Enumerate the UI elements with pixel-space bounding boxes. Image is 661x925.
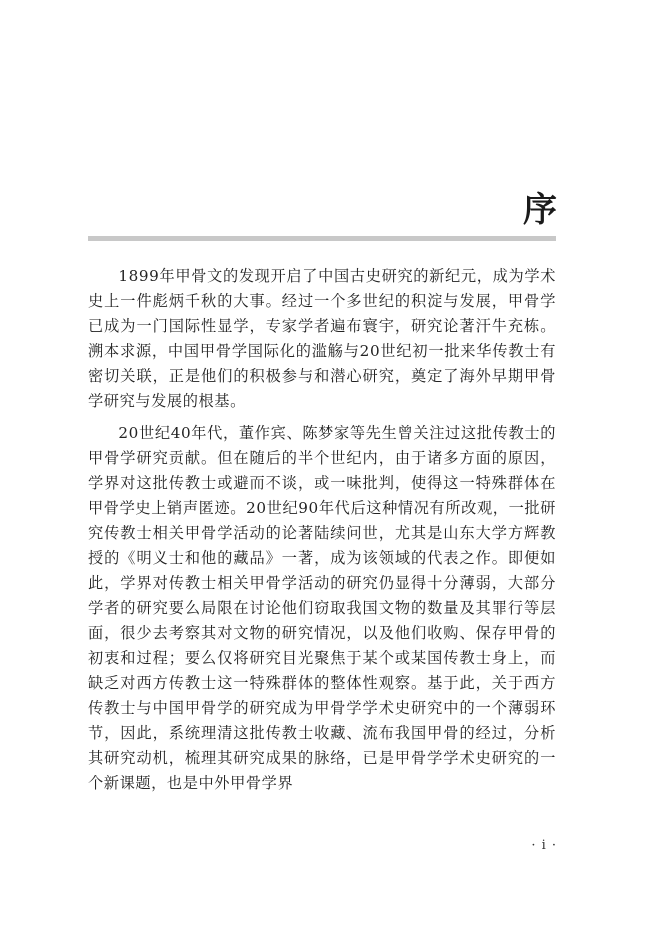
paragraph-2: 20世纪40年代，董作宾、陈梦家等先生曾关注过这批传教士的甲骨学研究贡献。但在随后的半个世纪内，由于诸多方面的原因，学界对这批传教士或避而不谈，或一味批判，使得这一特殊群体在甲骨学史上销声匿迹。20世纪90年代后这种情况有所改观，一批研究传教士相关甲骨学活动的论著陆续问世，尤其是山东大学方辉教授的《明义士和他的藏品》一著，成为该领域的代表之作。即便如此，学界对传教士相关甲骨学活动的研究仍显得十分薄弱，大部分学者的研究要么局限在讨论他们窃取我国文物的数量及其罪行等层面，很少去考察其对文物的研究情况，以及他们收购、保存甲骨的初衷和过程；要么仅将研究目光聚焦于某个或某国传教士身上，而缺乏对西方传教士这一特殊群体的整体性观察。基于此，关于西方传教士与中国甲骨学的研究成为甲骨学学术史研究中的一个薄弱环节，因此，系统理清这批传教士收藏、流布我国甲骨的经过，分析其研究动机，梳理其研究成果的脉络，已是甲骨学学术史研究的一个新课题，也是中外甲骨学界	[88, 424, 556, 792]
page-number: · i ·	[531, 838, 557, 853]
heading-rule	[88, 236, 556, 241]
body-text	[88, 264, 556, 796]
page-heading: 序	[523, 190, 557, 230]
paragraph-1: 1899年甲骨文的发现开启了中国古史研究的新纪元，成为学术史上一件彪炳千秋的大事。经过一个多世纪的积淀与发展，甲骨学已成为一门国际性显学，专家学者遍布寰宇，研究论著汗牛充栋。溯本求源，中国甲骨学国际化的滥觞与20世纪初一批来华传教士有密切关联，正是他们的积极参与和潜心研究，奠定了海外早期甲骨学研究与发展的根基。	[88, 267, 556, 410]
